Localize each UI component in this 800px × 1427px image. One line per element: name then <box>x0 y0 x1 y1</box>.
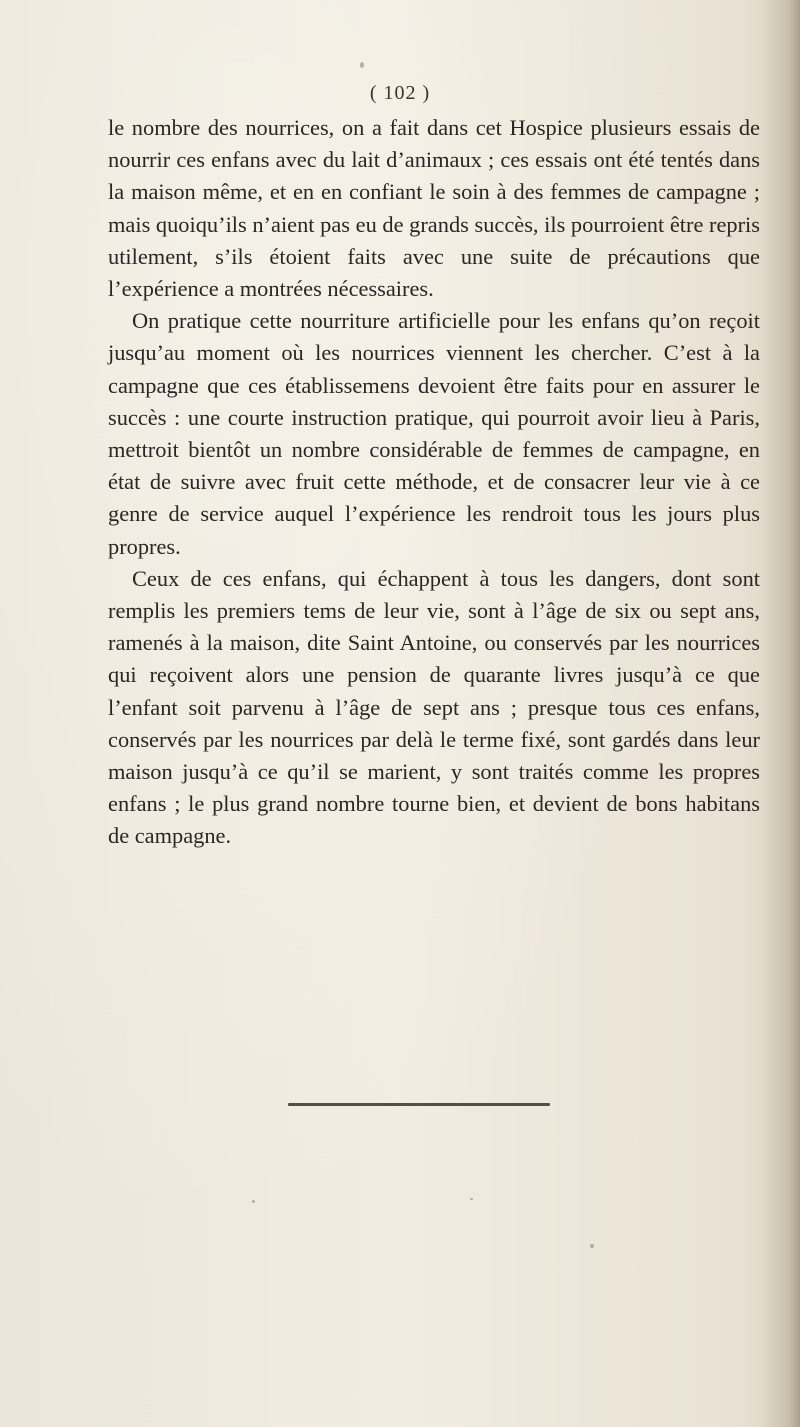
body-text <box>108 112 760 853</box>
paper-speck <box>590 1244 594 1248</box>
page-edge-shadow <box>760 0 800 1427</box>
paragraph-3: Ceux de ces enfans, qui échappent à tous les dangers, dont sont remplis les premiers tems de leur vie, sont à l’âge de six ou sept ans, ramenés à la maison, dite Saint Antoine, ou conservés par les nourrices qui reçoivent alors une pension de quarante livres jusqu’à ce que l’enfant soit parvenu à l’âge de sept ans ; presque tous ces enfans, conservés par les nourrices par delà le terme fixé, sont gardés dans leur maison jusqu’à ce qu’il se marient, y sont traités comme les propres enfans ; le plus grand nombre tourne bien, et devient de bons habitans de campagne. <box>108 565 760 849</box>
paragraph-1: le nombre des nourrices, on a fait dans cet Hospice plusieurs essais de nourrir ces enfans avec du lait d’animaux ; ces essais ont été tentés dans la maison même, et en en confiant le soin à des femmes de campagne ; mais quoiqu’ils n’aient pas eu de grands succès, ils pourroient être repris utilement, s’ils étoient faits avec une suite de précautions que l’expérience a montrées nécessaires. <box>108 115 760 302</box>
paper-speck <box>360 62 364 68</box>
paper-speck <box>470 1198 473 1200</box>
paragraph-2: On pratique cette nourriture artificielle pour les enfans qu’on reçoit jusqu’au moment où les nourrices viennent les chercher. C’est à la campagne que ces établissemens devoient être faits pour en assurer le succès : une courte instruction pratique, qui pourroit avoir lieu à Paris, mettroit bientôt un nombre considérable de femmes de campagne, en état de suivre avec fruit cette méthode, et de consacrer leur vie à ce genre de service auquel l’expérience les rendroit tous les jours plus propres. <box>108 308 760 559</box>
page-number: ( 102 ) <box>369 82 431 104</box>
section-divider-rule <box>288 1103 550 1106</box>
paper-speck <box>252 1200 255 1203</box>
